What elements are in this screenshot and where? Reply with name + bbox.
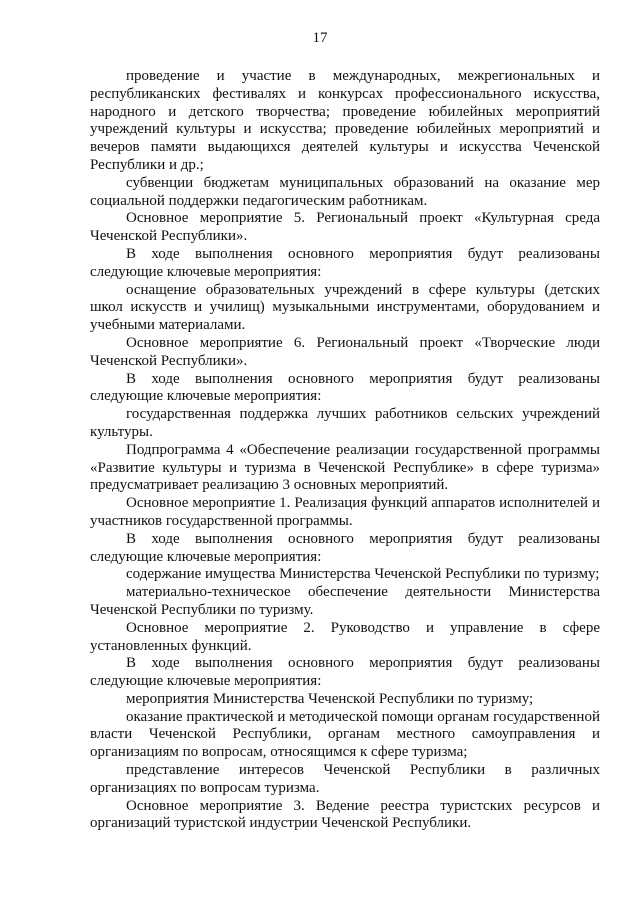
paragraph: государственная поддержка лучших работников сельских учреждений культуры. [90,406,600,440]
paragraph: Основное мероприятие 3. Ведение реестра туристских ресурсов и организаций туристской индустрии Чеченской Республики. [90,797,600,832]
paragraph: субвенции бюджетам муниципальных образований на оказание мер социальной поддержки педагогическим работникам. [90,174,600,209]
paragraph: Основное мероприятие 5. Региональный проект «Культурная среда Чеченской Республики». [90,210,600,245]
paragraph: содержание имущества Министерства Чеченской Республики по туризму; [126,566,600,583]
page-number: 17 [312,30,328,46]
paragraph: представление интересов Чеченской Республики в различных организациях по вопросам туризма. [90,762,600,796]
paragraph: В ходе выполнения основного мероприятия будут реализованы следующие ключевые мероприятия: [90,655,600,690]
paragraph: оказание практической и методической помощи органам государственной власти Чеченской Республики, органам местного самоуправления и организациям по вопросам, относящимся к сфере туризма; [90,708,600,761]
paragraph: В ходе выполнения основного мероприятия будут реализованы следующие ключевые мероприятия: [90,370,600,405]
paragraph: Основное мероприятие 6. Региональный проект «Творческие люди Чеченской Республики». [90,334,600,369]
document-body [90,68,600,833]
paragraph: Подпрограмма 4 «Обеспечение реализации государственной программы «Развитие культуры и туризма в Чеченской Республике» в сфере туризма» предусматривает реализацию 3 основных мероприятий. [90,441,600,494]
paragraph: оснащение образовательных учреждений в сфере культуры (детских школ искусств и училищ) музыкальными инструментами, оборудованием и учебными материалами. [90,281,600,334]
paragraph: проведение и участие в международных, межрегиональных и республиканских фестивалях и конкурсах профессионального искусства, народного и детского творчества; проведение юбилейных мероприятий учреждений культуры и искусства; проведение юбилейных мероприятий и вечеров памяти выдающихся деятелей культуры и искусства Чеченской Республики и др.; [90,68,600,173]
paragraph: В ходе выполнения основного мероприятия будут реализованы следующие ключевые мероприятия: [90,530,600,565]
paragraph: Основное мероприятие 2. Руководство и управление в сфере установленных функций. [90,619,600,654]
paragraph: материально-техническое обеспечение деятельности Министерства Чеченской Республики по туризму. [90,584,600,618]
paragraph: В ходе выполнения основного мероприятия будут реализованы следующие ключевые мероприятия: [90,245,600,280]
paragraph: мероприятия Министерства Чеченской Республики по туризму; [126,690,534,707]
paragraph: Основное мероприятие 1. Реализация функций аппаратов исполнителей и участников государственной программы. [90,495,600,529]
